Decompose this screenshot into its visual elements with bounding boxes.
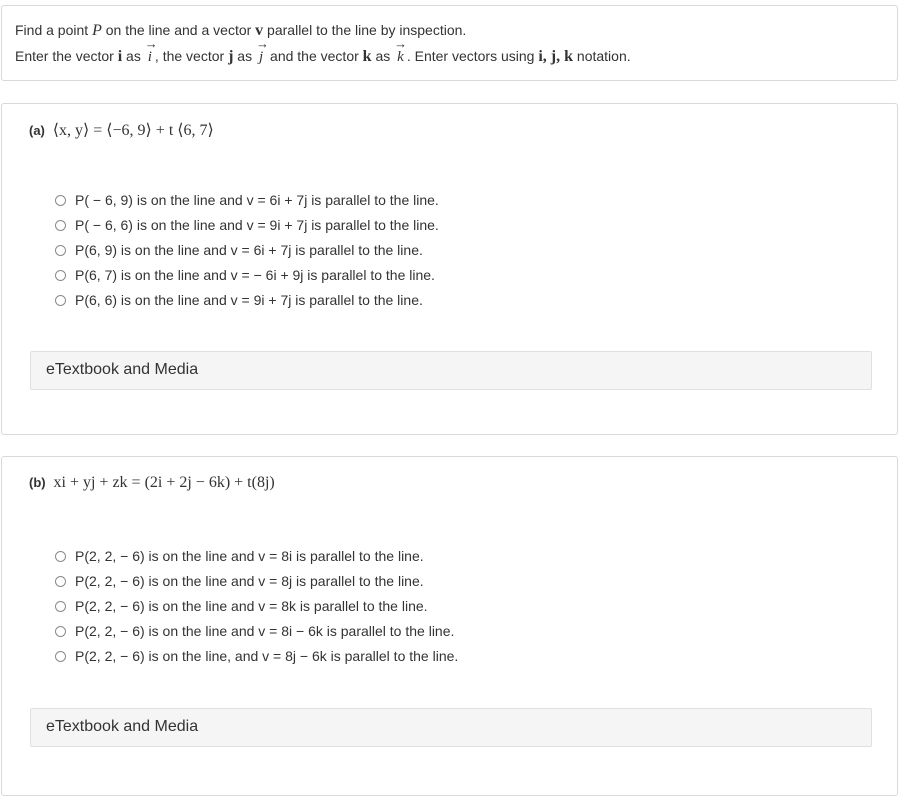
media-label: eTextbook and Media: [46, 718, 199, 735]
part-a-option-5[interactable]: [55, 292, 423, 308]
option-text: P(2, 2, − 6) is on the line and v = 8j is parallel to the line.: [75, 573, 424, 589]
radio-button[interactable]: [55, 270, 66, 281]
instr-text: as: [122, 48, 145, 64]
instr-vector-symbol: v: [255, 22, 264, 39]
radio-button[interactable]: [55, 295, 66, 306]
question-part-a: [1, 103, 898, 435]
i-vector-arrow-icon: → i: [145, 49, 155, 66]
part-a-question: [29, 120, 214, 140]
instr-text: as: [371, 48, 395, 64]
radio-button[interactable]: [55, 195, 66, 206]
instr-j-symbol: j: [228, 48, 234, 65]
media-label: eTextbook and Media: [46, 361, 199, 378]
radio-button[interactable]: [55, 551, 66, 562]
instr-text: and the vector: [266, 48, 363, 64]
instr-text: parallel to the line by inspection.: [263, 22, 467, 38]
option-text: P(2, 2, − 6) is on the line and v = 8i − 6k is parallel to the line.: [75, 623, 455, 639]
radio-button[interactable]: [55, 651, 66, 662]
option-text: P(2, 2, − 6) is on the line, and v = 8j − 6k is parallel to the line.: [75, 648, 459, 664]
part-b-option-3[interactable]: [55, 598, 428, 614]
radio-button[interactable]: [55, 220, 66, 231]
instr-ijk-symbols: i, j, k: [538, 48, 574, 65]
instructions-panel: [1, 5, 898, 81]
instr-point-symbol: P: [92, 22, 102, 39]
part-b-equation: xi + yj + zk = (2i + 2j − 6k) + t(8j): [53, 474, 275, 491]
instr-text: Find a point: [15, 22, 93, 38]
radio-button[interactable]: [55, 245, 66, 256]
part-b-label: (b): [29, 475, 46, 490]
instr-k-symbol: k: [362, 48, 372, 65]
option-text: P( − 6, 9) is on the line and v = 6i + 7j is parallel to the line.: [75, 192, 439, 208]
option-text: P(6, 6) is on the line and v = 9i + 7j is parallel to the line.: [75, 292, 423, 308]
part-a-label: (a): [29, 123, 45, 138]
part-a-etextbook-media-button[interactable]: [30, 351, 872, 390]
radio-button[interactable]: [55, 626, 66, 637]
instr-text: . Enter vectors using: [406, 48, 539, 64]
part-b-option-1[interactable]: [55, 548, 424, 564]
instr-text: , the vector: [154, 48, 229, 64]
radio-button[interactable]: [55, 576, 66, 587]
part-b-option-4[interactable]: [55, 623, 454, 639]
instr-i-symbol: i: [117, 48, 123, 65]
question-part-b: [1, 456, 898, 796]
radio-button[interactable]: [55, 601, 66, 612]
part-b-question: [29, 474, 275, 492]
option-text: P(6, 7) is on the line and v = − 6i + 9j is parallel to the line.: [75, 267, 435, 283]
part-a-option-4[interactable]: [55, 267, 435, 283]
instr-text: as: [233, 48, 256, 64]
j-vector-arrow-icon: → j: [256, 49, 266, 66]
k-vector-arrow-icon: → k: [394, 49, 407, 66]
instr-text: Enter the vector: [15, 48, 118, 64]
part-a-option-2[interactable]: [55, 217, 439, 233]
option-text: P(2, 2, − 6) is on the line and v = 8i is parallel to the line.: [75, 548, 424, 564]
part-a-option-3[interactable]: [55, 242, 423, 258]
instr-text: on the line and a vector: [101, 22, 256, 38]
part-a-equation: ⟨x, y⟩ = ⟨−6, 9⟩ + t ⟨6, 7⟩: [52, 122, 214, 139]
option-text: P( − 6, 6) is on the line and v = 9i + 7j is parallel to the line.: [75, 217, 439, 233]
part-b-option-2[interactable]: [55, 573, 424, 589]
instructions-line-2: [15, 48, 631, 66]
part-b-option-5[interactable]: [55, 648, 458, 664]
instr-text: notation.: [573, 48, 631, 64]
option-text: P(2, 2, − 6) is on the line and v = 8k is parallel to the line.: [75, 598, 428, 614]
option-text: P(6, 9) is on the line and v = 6i + 7j is parallel to the line.: [75, 242, 423, 258]
part-b-etextbook-media-button[interactable]: [30, 708, 872, 747]
part-a-option-1[interactable]: [55, 192, 439, 208]
